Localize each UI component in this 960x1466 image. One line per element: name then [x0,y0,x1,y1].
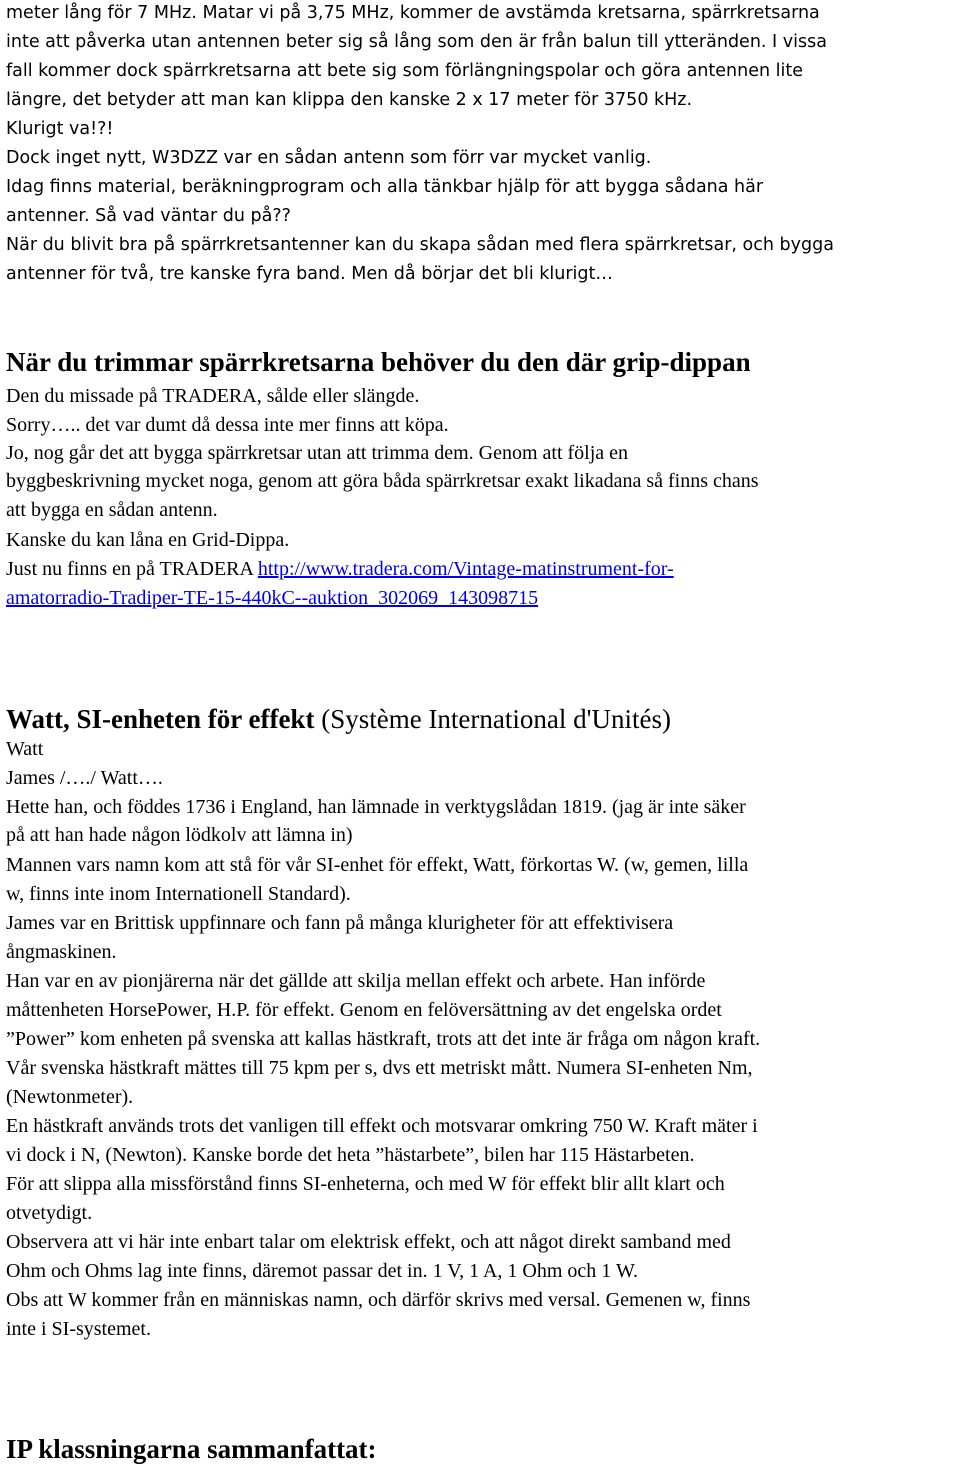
text-line: ångmaskinen. [6,941,117,963]
text-line: fall kommer dock spärrkretsarna att bete sig som förlängningspolar och göra antennen lite [6,61,803,81]
text-line: Klurigt va!?! [6,119,114,139]
text-line: antenner. Så vad väntar du på?? [6,206,291,226]
text-line: w, finns inte inom Internationell Standard). [6,883,351,905]
text-line: att bygga en sådan antenn. [6,499,218,521]
section-heading-grip-dip: När du trimmar spärrkretsarna behöver du den där grip-dippan [6,347,751,377]
tradera-link[interactable]: http://www.tradera.com/Vintage-matinstrument-for- [257,558,674,580]
text-line: Den du missade på TRADERA, sålde eller slängde. [6,385,420,407]
text-line: Watt [6,738,44,760]
text-line: Ohm och Ohms lag inte finns, däremot passar det in. 1 V, 1 A, 1 Ohm och 1 W. [6,1260,638,1282]
text-line: Mannen vars namn kom att stå för vår SI-enhet för effekt, Watt, förkortas W. (w, gemen, lilla [6,854,749,876]
tradera-link-continued-line [6,585,538,611]
text-line: inte att påverka utan antennen beter sig så lång som den är från balun till ytteränden. I vissa [6,32,827,52]
text-line: Idag finns material, beräkningprogram och alla tänkbar hjälp för att bygga sådana här [6,177,764,197]
text-line: antenner för två, tre kanske fyra band. Men då börjar det bli klurigt… [6,264,613,284]
text-line: vi dock i N, (Newton). Kanske borde det heta ”hästarbete”, bilen har 115 Hästarbeten. [6,1144,695,1166]
text-line: En hästkraft används trots det vanligen till effekt och motsvarar omkring 750 W. Kraft mäter i [6,1115,758,1137]
text-line: James /…./ Watt…. [6,767,163,789]
section-heading-ip: IP klassningarna sammanfattat: [6,1434,377,1464]
text-line: Hette han, och föddes 1736 i England, han lämnade in verktygslådan 1819. (jag är inte säker [6,796,746,818]
tradera-prefix: Just nu finns en på TRADERA [6,558,258,580]
text-line: inte i SI-systemet. [6,1318,151,1340]
text-line: James var en Brittisk uppfinnare och fann på många klurigheter för att effektivisera [6,912,674,934]
section-heading-watt [6,702,671,736]
text-line: måttenheten HorsePower, H.P. för effekt. Genom en felöversättning av det engelska ordet [6,999,722,1021]
text-line: Obs att W kommer från en människas namn, och därför skrivs med versal. Gemenen w, finns [6,1289,751,1311]
text-line: Han var en av pionjärerna när det gällde att skilja mellan effekt och arbete. Han införde [6,970,706,992]
text-line: byggbeskrivning mycket noga, genom att göra båda spärrkretsar exakt likadana så finns chans [6,470,759,492]
text-line: Jo, nog går det att bygga spärrkretsar utan att trimma dem. Genom att följa en [6,442,629,464]
text-line: Dock inget nytt, W3DZZ var en sådan antenn som förr var mycket vanlig. [6,148,652,168]
text-line: (Newtonmeter). [6,1086,134,1108]
tradera-link-continued[interactable]: amatorradio-Tradiper-TE-15-440kC--auktion_302069_143098715 [6,587,539,609]
text-line: Observera att vi här inte enbart talar om elektrisk effekt, och att något direkt samband med [6,1231,731,1253]
text-line: på att han hade någon lödkolv att lämna in) [6,824,353,846]
text-line: När du blivit bra på spärrkretsantenner kan du skapa sådan med flera spärrkretsar, och bygga [6,235,834,255]
watt-heading-subtitle: (Système International d'Unités) [314,704,671,734]
text-line: Kanske du kan låna en Grid-Dippa. [6,529,290,551]
watt-heading-bold: Watt, SI-enheten för effekt [6,704,315,734]
text-line: otvetydigt. [6,1202,93,1224]
text-line: Sorry….. det var dumt då dessa inte mer finns att köpa. [6,414,449,436]
text-line: För att slippa alla missförstånd finns SI-enheterna, och med W för effekt blir allt klart och [6,1173,725,1195]
text-line: Vår svenska hästkraft mättes till 75 kpm per s, dvs ett metriskt mått. Numera SI-enheten Nm, [6,1057,753,1079]
text-line: längre, det betyder att man kan klippa den kanske 2 x 17 meter för 3750 kHz. [6,90,693,110]
tradera-line [6,556,674,582]
text-line: ”Power” kom enheten på svenska att kallas hästkraft, trots att det inte är fråga om någon kraft. [6,1028,761,1050]
text-line: meter lång för 7 MHz. Matar vi på 3,75 MHz, kommer de avstämda kretsarna, spärrkretsarna [6,3,820,23]
